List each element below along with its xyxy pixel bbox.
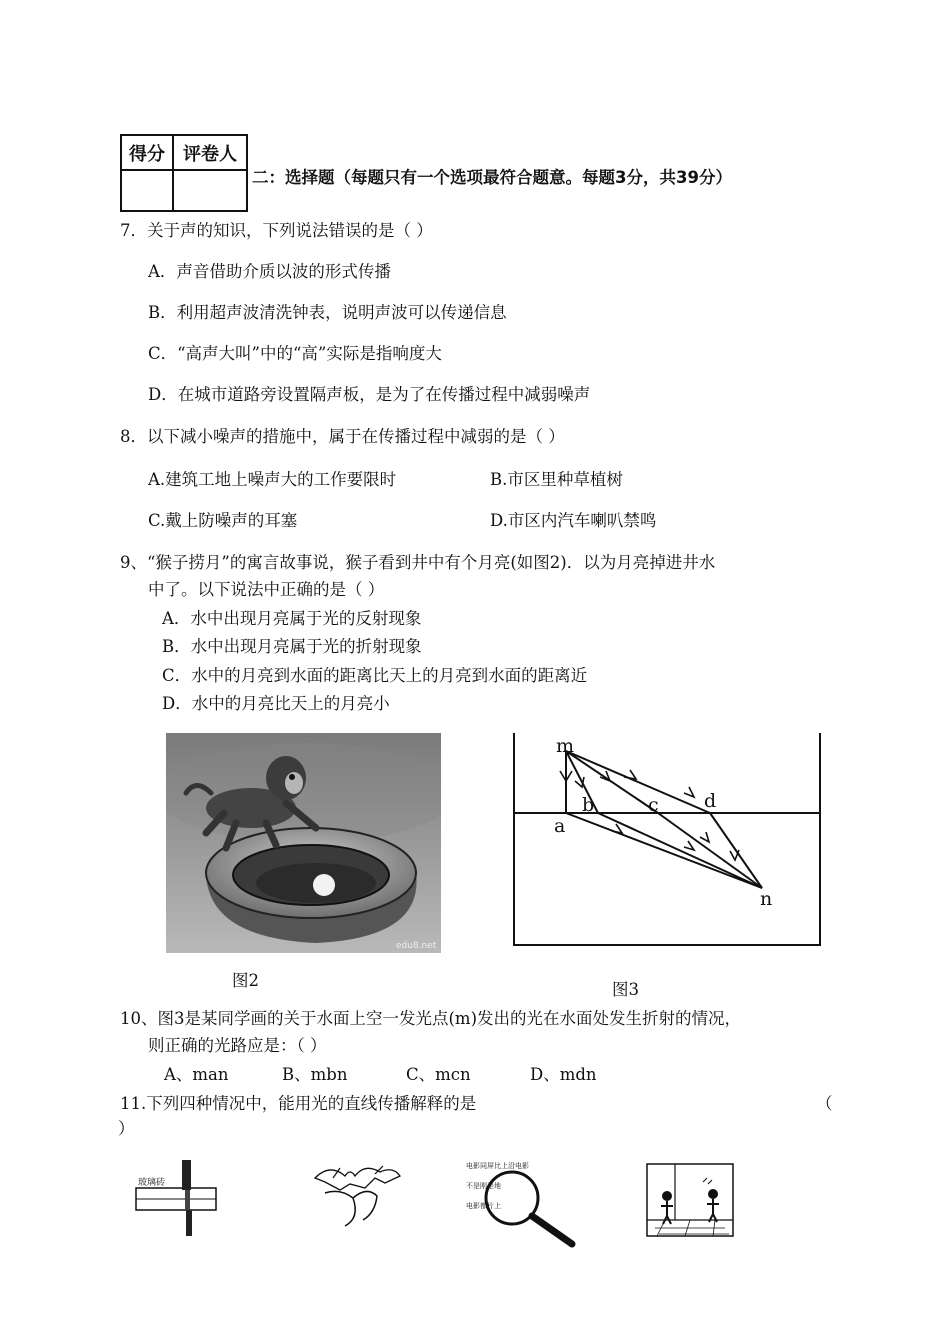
label-n: n bbox=[760, 888, 773, 910]
label-a: a bbox=[554, 815, 566, 837]
q7-option-d[interactable]: D．在城市道路旁设置隔声板，是为了在传播过程中减弱噪声 bbox=[148, 385, 591, 404]
q7-stem: 7．关于声的知识，下列说法错误的是（ ） bbox=[120, 221, 433, 240]
figure-3-refraction-diagram bbox=[500, 733, 830, 948]
magnifier-text-line3: 电影都片上 bbox=[466, 1202, 501, 1210]
q9-stem-line2: 中了。以下说法中正确的是（ ） bbox=[148, 580, 385, 599]
label-c: c bbox=[648, 794, 659, 816]
magnifier-text-line1: 电影同屏比上沿电影 bbox=[466, 1162, 529, 1170]
q10-stem-line2: 则正确的光路应是：（ ） bbox=[148, 1036, 327, 1055]
label-d: d bbox=[704, 790, 717, 812]
svg-text:edu8.net: edu8.net bbox=[396, 941, 437, 951]
q11-image-pen-glass-brick[interactable] bbox=[130, 1158, 230, 1238]
label-b: b bbox=[582, 794, 595, 816]
q7-option-b[interactable]: B．利用超声波清洗钟表，说明声波可以传递信息 bbox=[148, 303, 507, 322]
q9-option-d[interactable]: D．水中的月亮比天上的月亮小 bbox=[162, 694, 390, 713]
grader-header: 评卷人 bbox=[173, 135, 247, 170]
figure-2-caption: 图2 bbox=[232, 971, 259, 990]
score-header: 得分 bbox=[121, 135, 173, 170]
label-m: m bbox=[556, 735, 575, 757]
q8-option-b[interactable]: B.市区里种草植树 bbox=[490, 470, 623, 489]
q8-option-a[interactable]: A.建筑工地上噪声大的工作要限时 bbox=[148, 470, 397, 489]
q10-option-d[interactable]: D、mdn bbox=[530, 1065, 597, 1084]
q11-image-magnifier[interactable] bbox=[462, 1158, 582, 1248]
q7-option-a[interactable]: A．声音借助介质以波的形式传播 bbox=[148, 262, 391, 281]
q9-option-a[interactable]: A．水中出现月亮属于光的反射现象 bbox=[162, 609, 422, 628]
q10-option-b[interactable]: B、mbn bbox=[282, 1065, 348, 1084]
q9-option-b[interactable]: B．水中出现月亮属于光的折射现象 bbox=[162, 637, 422, 656]
q11-paren-open: （ bbox=[816, 1094, 833, 1113]
q11-stem: 11.下列四种情况中，能用光的直线传播解释的是 bbox=[120, 1094, 477, 1113]
q8-option-c[interactable]: C.戴上防噪声的耳塞 bbox=[148, 511, 298, 530]
score-cell[interactable] bbox=[121, 170, 173, 211]
figure-2-monkey-well bbox=[166, 733, 441, 953]
section-title: 二：选择题（每题只有一个选项最符合题意。每题3分，共39分） bbox=[252, 168, 732, 187]
grader-cell[interactable] bbox=[173, 170, 247, 211]
q10-option-c[interactable]: C、mcn bbox=[406, 1065, 471, 1084]
q8-option-d[interactable]: D.市区内汽车喇叭禁鸣 bbox=[490, 511, 657, 530]
q10-option-a[interactable]: A、man bbox=[164, 1065, 229, 1084]
q7-option-c[interactable]: C．“高声大叫”中的“高”实际是指响度大 bbox=[148, 344, 442, 363]
q8-stem: 8．以下减小噪声的措施中，属于在传播过程中减弱的是（ ） bbox=[120, 427, 565, 446]
q11-image-shadow-birds[interactable] bbox=[305, 1158, 405, 1228]
q9-option-c[interactable]: C．水中的月亮到水面的距离比天上的月亮到水面的距离近 bbox=[162, 666, 588, 685]
figure-3-caption: 图3 bbox=[612, 980, 639, 999]
q11-paren-close: ） bbox=[118, 1119, 135, 1138]
magnifier-text-line2: 不是刚是地 bbox=[466, 1182, 501, 1190]
q11-image-mirror-room[interactable] bbox=[645, 1160, 740, 1240]
q10-stem-line1: 10、图3是某同学画的关于水面上空一发光点(m)发出的光在水面处发生折射的情况， bbox=[120, 1009, 742, 1028]
glass-brick-label: 玻璃砖 bbox=[138, 1178, 166, 1188]
score-table bbox=[120, 134, 248, 212]
q9-stem-line1: 9、“猴子捞月”的寓言故事说，猴子看到井中有个月亮(如图2)．以为月亮掉进井水 bbox=[120, 553, 716, 572]
